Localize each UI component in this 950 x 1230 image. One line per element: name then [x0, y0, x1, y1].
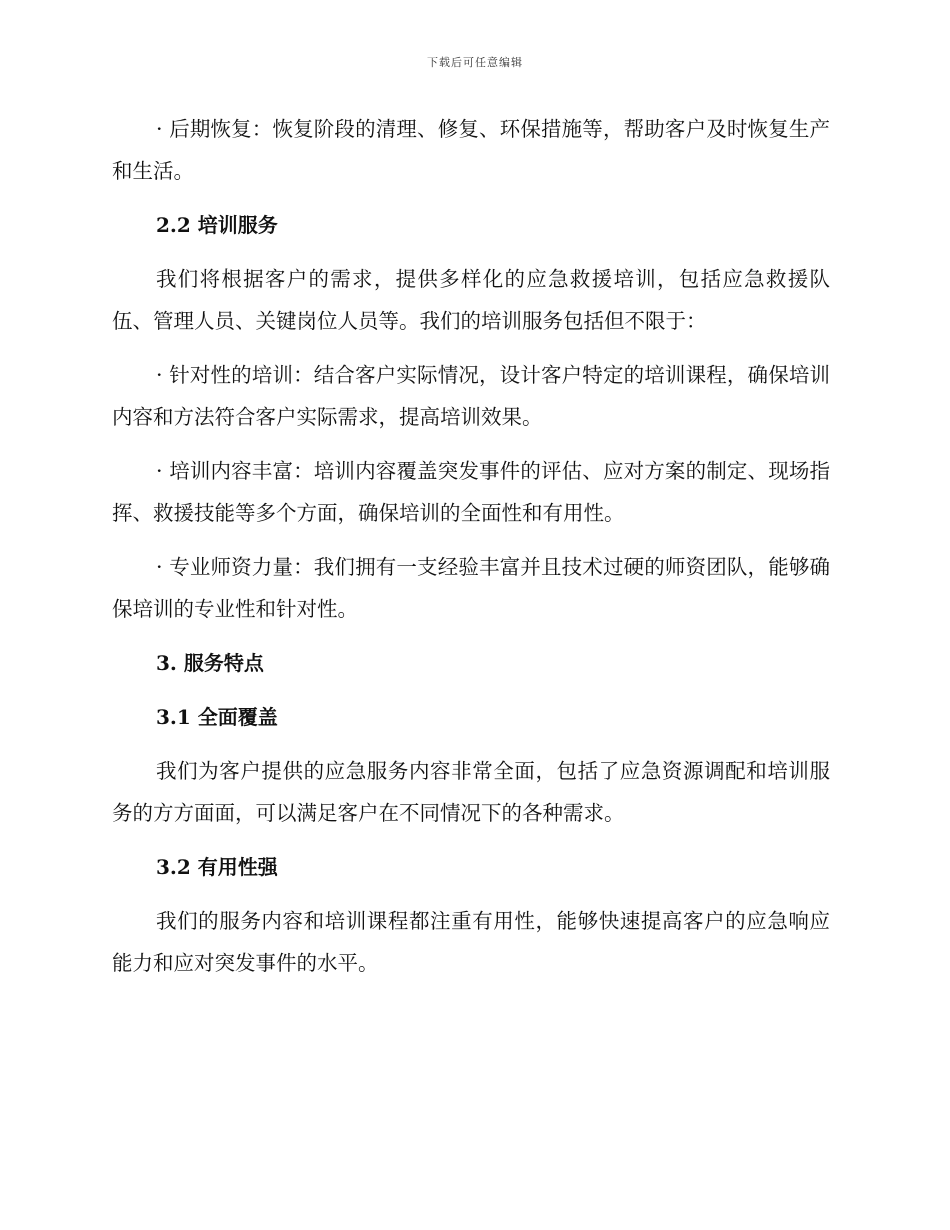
paragraph-targeted-training: · 针对性的培训：结合客户实际情况，设计客户特定的培训课程，确保培训内容和方法符合客户实际需求，提高培训效果。: [112, 363, 830, 429]
paragraph-recovery: · 后期恢复：恢复阶段的清理、修复、环保措施等，帮助客户及时恢复生产和生活。: [112, 117, 830, 183]
paragraph-faculty: · 专业师资力量：我们拥有一支经验丰富并且技术过硬的师资团队，能够确保培训的专业性和针对性。: [112, 555, 830, 621]
heading-training-service: 2.2 培训服务: [156, 213, 278, 237]
heading-service-features: 3. 服务特点: [156, 651, 264, 675]
paragraph-practicality: 我们的服务内容和培训课程都注重有用性，能够快速提高客户的应急响应能力和应对突发事件的水平。: [112, 909, 830, 975]
heading-full-coverage: 3.1 全面覆盖: [156, 705, 278, 729]
document-body: [112, 108, 830, 996]
paragraph-rich-content: · 培训内容丰富：培训内容覆盖突发事件的评估、应对方案的制定、现场指挥、救援技能等多个方面，确保培训的全面性和有用性。: [112, 459, 830, 525]
page-header: 下载后可任意编辑: [427, 56, 523, 69]
paragraph-full-coverage: 我们为客户提供的应急服务内容非常全面，包括了应急资源调配和培训服务的方方面面，可以满足客户在不同情况下的各种需求。: [112, 759, 830, 825]
paragraph-training-intro: 我们将根据客户的需求，提供多样化的应急救援培训，包括应急救援队伍、管理人员、关键岗位人员等。我们的培训服务包括但不限于：: [112, 267, 830, 333]
heading-practicality: 3.2 有用性强: [156, 855, 278, 879]
